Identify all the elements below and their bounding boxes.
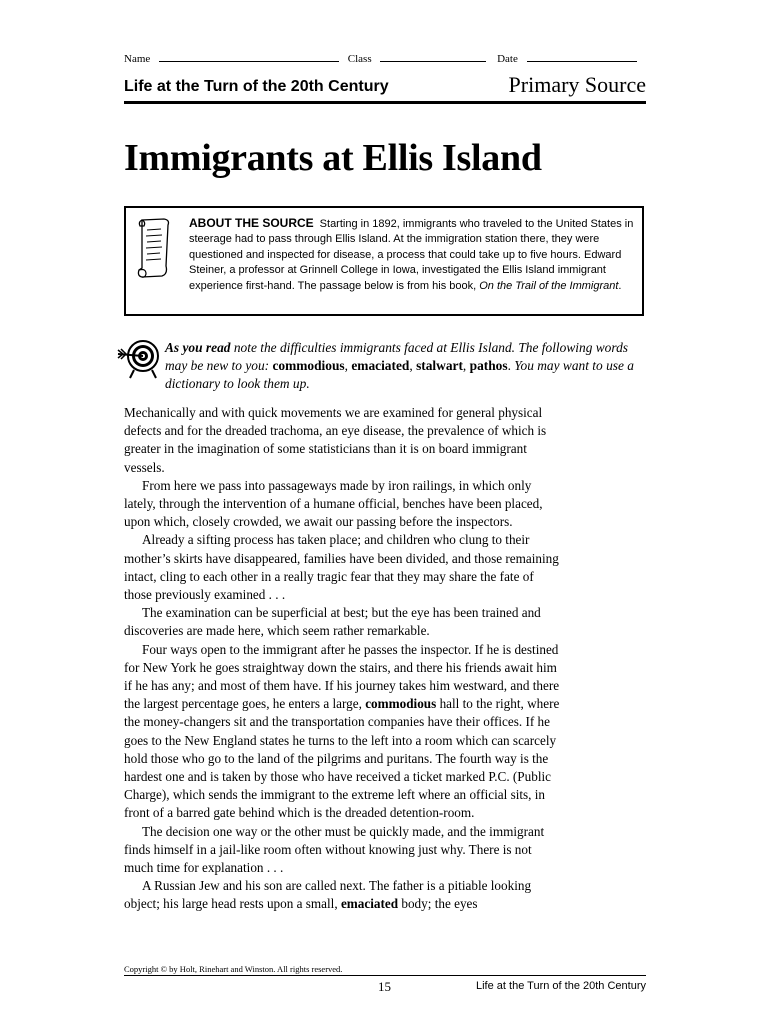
primary-source-passage	[124, 404, 564, 914]
vocab-highlight: commodious	[365, 696, 437, 712]
vocab-separator: ,	[462, 358, 470, 373]
date-label: Date	[497, 53, 518, 65]
student-info-fields	[124, 52, 637, 65]
page-number: 15	[378, 979, 391, 994]
passage-paragraph	[124, 877, 564, 913]
about-text-end: .	[618, 279, 622, 292]
passage-paragraph: Already a sifting process has taken place; and children who clung to their mother’s skirts have disappeared, families have been divided, and those remaining intact, cling to each other in a really tragic fear that they may share the fate of those previously examined . . .	[124, 532, 559, 603]
vocab-separator: ,	[409, 358, 417, 373]
passage-paragraph: From here we pass into passageways made by iron railings, in which only lately, through the intervention of a humane official, benches have been placed, upon which, closely crowded, we await our passing before the inspectors.	[124, 477, 543, 530]
source-type-label: Primary Source	[508, 72, 646, 97]
vocab-highlight: emaciated	[340, 896, 399, 912]
unit-title: Life at the Turn of the 20th Century	[124, 78, 389, 95]
vocab-word: commodious	[272, 358, 345, 373]
as-you-read-text-2: You may want to use a dictionary to look them up.	[165, 358, 634, 391]
class-blank[interactable]	[380, 52, 486, 62]
as-you-read-lead: As you read	[165, 340, 231, 355]
about-the-source-text	[189, 216, 637, 294]
passage-paragraph: The examination can be superficial at best; but the eye has been trained and discoveries are made here, which seem rather remarkable.	[124, 605, 541, 639]
passage-text: Four ways open to the immigrant after he passes the inspector. If he is destined for New York he goes straightway down the stairs, and there his friends await him if he has any; and most of them have. If his journey takes him westward, and there the largest percentage goes, he enters a large,	[124, 641, 560, 712]
passage-text: A Russian Jew and his son are called next. The father is a pitiable looking object; his large head rests upon a small,	[124, 878, 532, 912]
copyright-notice: Copyright © by Holt, Rinehart and Winston. All rights reserved.	[124, 964, 343, 974]
vocab-word: stalwart	[416, 358, 463, 373]
date-blank[interactable]	[527, 52, 637, 62]
passage-paragraph: The decision one way or the other must be quickly made, and the immigrant finds himself in a jail-like room often without knowing just why. There is not much time for explanation . . .	[124, 823, 545, 876]
target-icon	[116, 336, 160, 380]
footer-unit-title: Life at the Turn of the 20th Century	[476, 980, 646, 992]
vocab-end: .	[507, 358, 511, 373]
about-the-source-box	[124, 206, 644, 316]
as-you-read-instructions	[165, 339, 645, 393]
about-text-body: Starting in 1892, immigrants who traveled to the United States in steerage had to pass through Ellis Island. At the immigration station there, they were questioned and inspected for disease, a process that could take up to five hours. Edward Steiner, a professor at Grinnell College in Iowa, investigated the Ellis Island immigrant experience first-hand. The passage below is from his book,	[189, 218, 634, 292]
passage-paragraph: Mechanically and with quick movements we are examined for general physical defects and for the dreaded trachoma, an eye disease, the prevalence of which is greater in the imagination of some statisticians than it is on board immigrant vessels.	[124, 405, 547, 475]
footer-divider	[124, 975, 646, 976]
name-blank[interactable]	[159, 52, 339, 62]
page-header	[124, 72, 646, 104]
as-you-read-text: note the difficulties immigrants faced at Ellis Island. The following words may be new to you:	[165, 340, 628, 373]
passage-text: body; the eyes	[398, 896, 478, 912]
page-title: Immigrants at Ellis Island	[124, 137, 542, 179]
book-title: On the Trail of the Immigrant	[479, 279, 619, 292]
name-label: Name	[124, 53, 151, 65]
passage-text: hall to the right, where the money-changers sit and the transportation companies have their offices. If he goes to the New England states he turns to the left into a room which can scarcely hold those who go to the land of the pilgrims and puritans. The fourth way is the hardest one and is taken by those who have received a ticket marked P.C. (Public Charge), which sends the immigrant to the extreme left where an official sits, in front of a barred gate behind which is the dreaded detention-room.	[124, 696, 560, 821]
class-label: Class	[347, 53, 372, 65]
vocab-word: emaciated	[351, 358, 410, 373]
vocab-word: pathos	[469, 358, 508, 373]
vocab-separator: ,	[344, 358, 352, 373]
header-divider	[124, 101, 646, 104]
scroll-icon	[134, 216, 176, 280]
about-the-source-label: ABOUT THE SOURCE	[189, 216, 314, 230]
passage-paragraph	[124, 641, 564, 823]
